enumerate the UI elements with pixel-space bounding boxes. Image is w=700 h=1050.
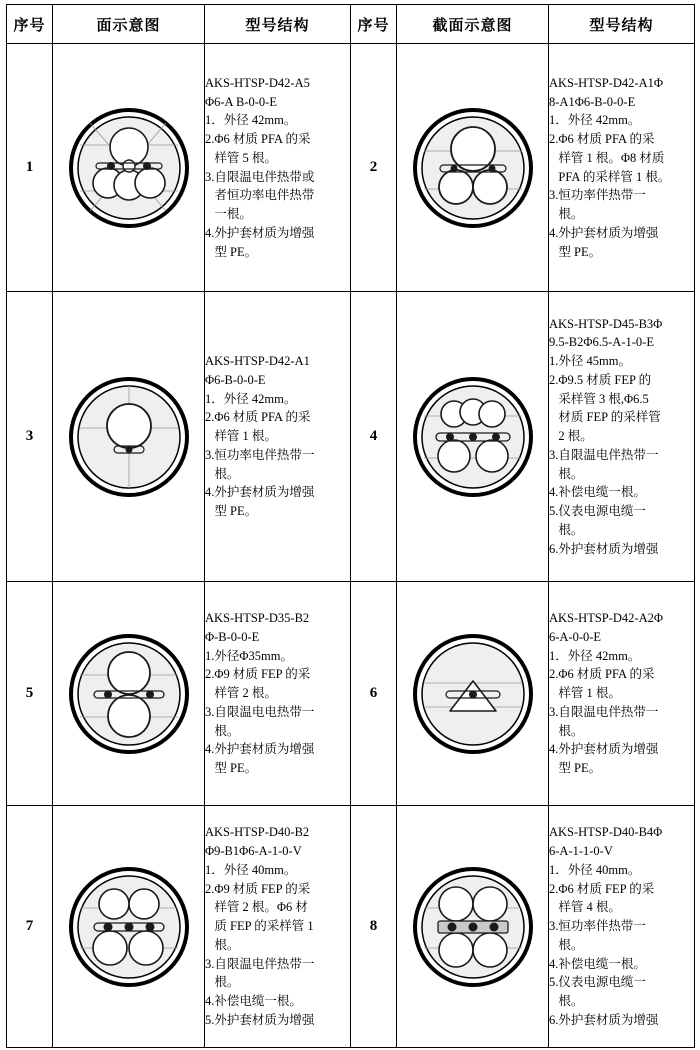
row-number: 3 — [7, 292, 53, 582]
cable-diagram-5 — [66, 631, 192, 757]
model-line: 根。 — [205, 975, 240, 990]
model-line: 6.外护套材质为增强 — [549, 1012, 659, 1027]
model-line: 3.恒功率电伴热带一 — [205, 447, 315, 462]
model-line: 采样管 3 根,Φ6.5 — [549, 391, 649, 406]
model-line: 型 PE。 — [205, 504, 258, 519]
model-line: Φ9-B1Φ6-A-1-0-V — [205, 844, 302, 859]
model-description — [549, 292, 695, 582]
model-line: 4.外护套材质为增强 — [205, 485, 315, 500]
cable-diagram-6 — [410, 631, 536, 757]
model-description — [549, 582, 695, 806]
model-line: AKS-HTSP-D40-B2 — [205, 825, 310, 840]
model-line: PFA 的采样管 1 根。 — [549, 169, 671, 184]
model-line: 3.恒功率伴热带一 — [549, 188, 646, 203]
model-line: 8-A1Φ6-B-0-0-E — [549, 94, 636, 109]
model-line: 样管 2 根。Φ6 材 — [205, 900, 308, 915]
model-line: 4.补偿电缆一根。 — [205, 994, 302, 1009]
model-line: 1.外径Φ35mm。 — [205, 648, 293, 663]
model-line: 1．外径 42mm。 — [549, 113, 641, 128]
model-line: 型 PE。 — [205, 244, 258, 259]
model-line: 3.自限温电伴热带或 — [205, 169, 315, 184]
model-line: 6-A-0-0-E — [549, 629, 602, 644]
cable-diagram-3 — [66, 374, 192, 500]
model-line: 1．外径 42mm。 — [205, 113, 297, 128]
table-row — [7, 44, 695, 292]
cable-diagram-8 — [410, 864, 536, 990]
model-line: 4.外护套材质为增强 — [205, 742, 315, 757]
model-line: Φ-B-0-0-E — [205, 629, 260, 644]
model-line: 型 PE。 — [205, 761, 258, 776]
model-line: 4.补偿电缆一根。 — [549, 485, 646, 500]
cable-diagram-4 — [410, 374, 536, 500]
model-line: 5.仪表电源电缆一 — [549, 504, 646, 519]
model-line: AKS-HTSP-D42-A1 — [205, 354, 310, 369]
model-line: 2.Φ6 材质 PFA 的采 — [205, 132, 311, 146]
model-line: 样管 4 根。 — [549, 900, 621, 915]
cable-cross-section-4tube — [397, 806, 549, 1048]
model-description — [549, 806, 695, 1048]
row-number: 8 — [351, 806, 397, 1048]
model-line: 2.Φ6 材质 PFA 的采 — [205, 410, 311, 425]
header-model-left: 型号结构 — [205, 5, 351, 44]
model-line: 6.外护套材质为增强 — [549, 541, 659, 556]
model-line: 2.Φ6 材质 PFA 的采 — [549, 667, 655, 682]
header-figure-right: 截面示意图 — [397, 5, 549, 44]
model-line: 2.Φ6 材质 PFA 的采 — [549, 132, 655, 146]
model-line: 根。 — [549, 466, 584, 481]
model-line: 者恒功率电伴热带 — [205, 188, 315, 203]
cable-cross-section-single — [53, 292, 205, 582]
model-line: 根。 — [205, 723, 240, 738]
model-line: 4.外护套材质为增强 — [549, 225, 659, 240]
model-line: 3.自限温电伴热带一 — [205, 956, 315, 971]
table-row — [7, 292, 695, 582]
model-line: AKS-HTSP-D35-B2 — [205, 611, 310, 626]
model-line: 2 根。 — [549, 429, 593, 444]
header-model-right: 型号结构 — [549, 5, 695, 44]
model-line: 根。 — [549, 522, 584, 537]
model-line: 根。 — [549, 207, 584, 221]
model-line: 样管 5 根。 — [205, 150, 277, 165]
model-line: 5.仪表电源电缆一 — [549, 975, 646, 990]
model-line: 样管 1 根。Φ8 材质 — [549, 150, 665, 165]
header-no-left: 序号 — [7, 5, 53, 44]
model-line: 根。 — [549, 937, 584, 952]
row-number: 2 — [351, 44, 397, 292]
model-line: 3.自限温电伴热带一 — [549, 447, 659, 462]
model-line: 1.外径 45mm。 — [549, 354, 631, 369]
model-line: 1．外径 40mm。 — [205, 862, 297, 877]
cable-spec-table — [6, 4, 695, 1048]
model-line: 根。 — [205, 466, 240, 481]
model-line: 4.补偿电缆一根。 — [549, 956, 646, 971]
model-line: 1．外径 42mm。 — [205, 391, 297, 406]
table-row — [7, 806, 695, 1048]
model-description — [205, 44, 351, 292]
table-body — [7, 44, 695, 1048]
table-row — [7, 582, 695, 806]
model-line: 1．外径 40mm。 — [549, 862, 641, 877]
cable-cross-section-triangle — [397, 582, 549, 806]
model-line: Φ6-B-0-0-E — [205, 372, 266, 387]
cable-cross-section-5tube — [53, 44, 205, 292]
model-line: 2.Φ9.5 材质 FEP 的 — [549, 372, 652, 387]
model-line: 1．外径 42mm。 — [549, 648, 641, 663]
model-line: 2.Φ9 材质 FEP 的采 — [205, 667, 311, 682]
row-number: 4 — [351, 292, 397, 582]
model-line: 4.外护套材质为增强 — [549, 742, 659, 757]
row-number: 1 — [7, 44, 53, 292]
cable-cross-section-2tube — [53, 582, 205, 806]
table-header-row — [7, 5, 695, 44]
model-line: 6-A-1-1-0-V — [549, 844, 613, 859]
model-line: 样管 2 根。 — [205, 686, 277, 701]
model-line: AKS-HTSP-D42-A2Φ — [549, 611, 664, 626]
model-description — [205, 292, 351, 582]
cable-diagram-2 — [410, 105, 536, 231]
model-line: AKS-HTSP-D45-B3Φ — [549, 316, 663, 331]
row-number: 5 — [7, 582, 53, 806]
model-description — [205, 806, 351, 1048]
model-line: 型 PE。 — [549, 244, 602, 259]
model-line: 5.外护套材质为增强 — [205, 1012, 315, 1027]
model-line: 3.自限温电伴热带一 — [549, 704, 659, 719]
cable-cross-section-2tube-3dot — [53, 806, 205, 1048]
cable-cross-section-multi-5 — [397, 292, 549, 582]
model-line: 型 PE。 — [549, 761, 602, 776]
cable-diagram-1 — [66, 105, 192, 231]
model-line: 4.外护套材质为增强 — [205, 225, 315, 240]
model-description — [549, 44, 695, 292]
header-figure-left: 面示意图 — [53, 5, 205, 44]
model-line: 根。 — [549, 994, 584, 1009]
model-line: 3.自限温电电热带一 — [205, 704, 315, 719]
model-line: AKS-HTSP-D42-A1Φ — [549, 75, 664, 90]
model-line: 3.恒功率伴热带一 — [549, 919, 646, 934]
model-line: 样管 1 根。 — [549, 686, 621, 701]
cable-diagram-7 — [66, 864, 192, 990]
row-number: 6 — [351, 582, 397, 806]
model-line: 根。 — [205, 937, 240, 952]
model-line: 一根。 — [205, 207, 252, 221]
model-line: 2.Φ9 材质 FEP 的采 — [205, 881, 311, 896]
model-line: 质 FEP 的采样管 1 — [205, 919, 314, 934]
model-description — [205, 582, 351, 806]
header-no-right: 序号 — [351, 5, 397, 44]
model-line: 根。 — [549, 723, 584, 738]
cable-cross-section-1big-2small — [397, 44, 549, 292]
model-line: 材质 FEP 的采样管 — [549, 410, 661, 425]
model-line: AKS-HTSP-D42-A5 — [205, 75, 310, 90]
model-line: 9.5-B2Φ6.5-A-1-0-E — [549, 335, 654, 350]
model-line: AKS-HTSP-D40-B4Φ — [549, 825, 663, 840]
row-number: 7 — [7, 806, 53, 1048]
model-line: Φ6-A B-0-0-E — [205, 94, 277, 109]
model-line: 样管 1 根。 — [205, 429, 277, 444]
model-line: 2.Φ6 材质 FEP 的采 — [549, 881, 655, 896]
